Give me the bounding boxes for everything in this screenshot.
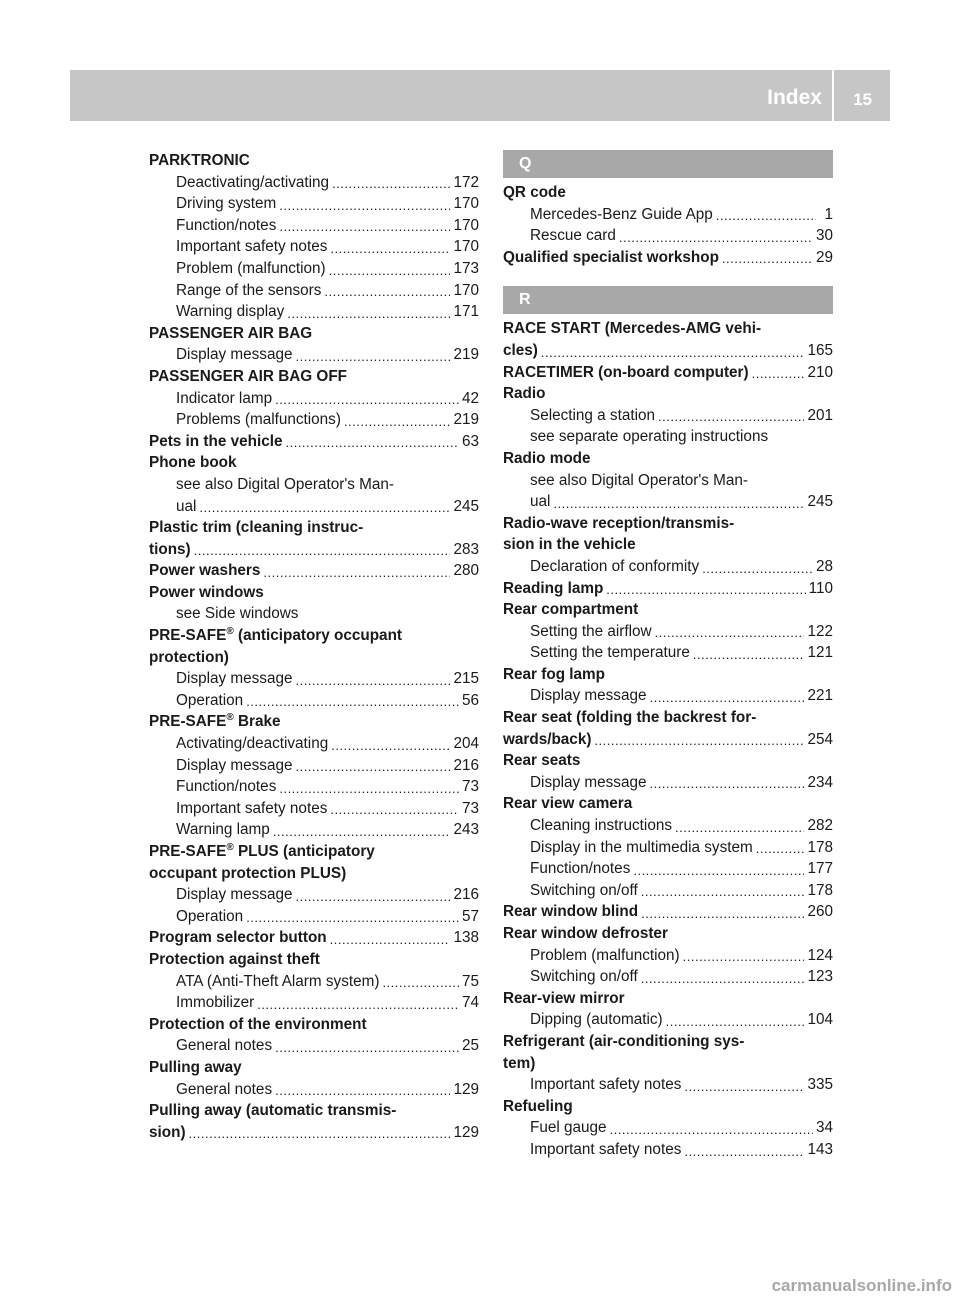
dot-leader <box>199 498 450 517</box>
index-reference: see separate operating instructions <box>530 428 769 446</box>
page-reference: 170 <box>453 238 479 256</box>
entry-label: RACETIMER (on-board computer) <box>503 363 749 381</box>
index-heading: Rear window defroster <box>503 925 668 942</box>
watermark: carmanualsonline.info <box>771 1276 952 1295</box>
entry-label: Display in the multimedia system <box>530 838 753 856</box>
index-entry <box>503 225 833 247</box>
index-entry <box>149 193 479 215</box>
dot-leader <box>257 995 459 1014</box>
dot-leader <box>619 228 813 247</box>
index-entry <box>503 880 833 902</box>
page-reference: 123 <box>807 968 833 986</box>
dot-leader <box>329 261 451 280</box>
index-entry-main <box>149 927 479 949</box>
index-entry <box>149 388 479 410</box>
dot-leader <box>722 249 813 268</box>
page-reference: 34 <box>815 1119 833 1137</box>
dot-leader <box>693 645 805 664</box>
page-reference: 216 <box>453 886 479 904</box>
index-heading: Refrigerant (air-conditioning sys- <box>503 1032 745 1050</box>
header-divider <box>832 70 834 121</box>
page-reference: 173 <box>453 259 479 277</box>
dot-leader <box>275 1038 459 1057</box>
index-entry-main <box>149 560 479 582</box>
entry-label: Program selector button <box>149 929 327 947</box>
page-reference: 219 <box>453 346 479 364</box>
dot-leader <box>716 206 816 225</box>
entry-label: Operation <box>176 691 244 709</box>
page-number: 15 <box>853 90 872 109</box>
index-entry-main <box>149 1122 479 1144</box>
entry-label: Mercedes-Benz Guide App <box>530 205 713 223</box>
index-column-right <box>503 150 833 1161</box>
page-reference: 219 <box>453 411 479 429</box>
registered-mark: ® <box>226 712 234 724</box>
index-entry <box>503 1009 833 1031</box>
index-heading <box>149 711 479 733</box>
entry-label: Problem (malfunction) <box>176 259 326 277</box>
entry-label: Display message <box>530 687 647 705</box>
index-reference: see also Digital Operator's Man- <box>176 475 395 493</box>
dot-leader <box>279 217 450 236</box>
dot-leader <box>553 494 804 513</box>
dot-leader <box>649 774 804 793</box>
entry-label: Display message <box>176 346 293 364</box>
dot-leader <box>330 800 459 819</box>
page-reference: 143 <box>807 1140 833 1158</box>
entry-label: Operation <box>176 907 244 925</box>
index-heading: Protection against theft <box>149 950 320 968</box>
dot-leader <box>683 947 805 966</box>
index-entry <box>149 971 479 993</box>
index-entry <box>149 409 479 431</box>
letter-heading: Q <box>503 150 833 178</box>
page-reference: 210 <box>807 363 833 381</box>
dot-leader <box>675 818 804 837</box>
index-entry <box>503 642 833 664</box>
dot-leader <box>263 563 450 582</box>
entry-label: Cleaning instructions <box>530 817 672 835</box>
page-reference: 1 <box>824 205 833 223</box>
entry-label: cles) <box>503 341 538 359</box>
page-reference: 56 <box>461 691 479 709</box>
index-heading: Rear fog lamp <box>503 665 605 683</box>
index-heading: Protection of the environment <box>149 1015 367 1033</box>
page-reference: 245 <box>453 497 479 515</box>
entry-label: Activating/deactivating <box>176 735 329 753</box>
index-entry <box>149 172 479 194</box>
index-entry <box>503 491 833 513</box>
heading-text-rest: (anticipatory occupant <box>233 627 403 645</box>
dot-leader <box>606 580 805 599</box>
entry-label: Display message <box>176 756 293 774</box>
page-reference: 29 <box>815 248 833 266</box>
index-reference: see Side windows <box>176 605 299 623</box>
page-reference: 177 <box>807 860 833 878</box>
entry-label: General notes <box>176 1080 273 1098</box>
index-entry <box>503 556 833 578</box>
dot-leader <box>641 904 804 923</box>
page-reference: 178 <box>807 838 833 856</box>
entry-label: Switching on/off <box>530 881 638 899</box>
index-entry <box>503 621 833 643</box>
dot-leader <box>273 822 451 841</box>
index-entry <box>503 1074 833 1096</box>
dot-leader <box>633 861 804 880</box>
page-reference: 260 <box>807 903 833 921</box>
dot-leader <box>275 390 459 409</box>
index-entry-main <box>503 578 833 600</box>
entry-label: Fuel gauge <box>530 1119 607 1137</box>
page-reference: 122 <box>807 622 833 640</box>
index-entry <box>503 405 833 427</box>
entry-label: Range of the sensors <box>176 281 322 299</box>
dot-leader <box>655 623 805 642</box>
index-entry <box>149 819 479 841</box>
entry-label: Warning lamp <box>176 821 270 839</box>
entry-label: ual <box>530 493 551 511</box>
dot-leader <box>344 412 451 431</box>
entry-label: Problem (malfunction) <box>530 946 680 964</box>
index-entry-main <box>503 729 833 751</box>
heading-text: PRE-SAFE <box>149 843 227 860</box>
entry-label: wards/back) <box>503 730 592 748</box>
entry-label: Switching on/off <box>530 968 638 986</box>
page-reference: 201 <box>807 406 833 424</box>
heading-text: PRE-SAFE <box>149 627 227 645</box>
page-reference: 73 <box>461 778 479 796</box>
index-heading: Radio-wave reception/transmis- <box>503 514 735 532</box>
index-heading: protection) <box>149 648 229 666</box>
dot-leader <box>331 736 450 755</box>
index-heading: QR code <box>503 184 566 201</box>
index-entry <box>503 685 833 707</box>
page-reference: 280 <box>453 562 479 580</box>
index-heading: PASSENGER AIR BAG <box>149 324 313 342</box>
index-entry <box>149 280 479 302</box>
page-header-band <box>70 70 890 121</box>
index-entry <box>149 215 479 237</box>
dot-leader <box>684 1077 804 1096</box>
index-entry <box>149 1035 479 1057</box>
index-heading: PARKTRONIC <box>149 152 250 169</box>
dot-leader <box>324 282 450 301</box>
entry-label: Warning display <box>176 303 285 321</box>
dot-leader <box>330 930 451 949</box>
page-reference: 42 <box>461 389 479 407</box>
dot-leader <box>641 882 805 901</box>
index-heading: Radio <box>503 385 546 403</box>
index-entry <box>503 966 833 988</box>
index-heading: Refueling <box>503 1097 573 1115</box>
page-reference: 221 <box>807 687 833 705</box>
index-entry <box>149 1079 479 1101</box>
page-reference: 73 <box>461 799 479 817</box>
index-entry-main <box>149 539 479 561</box>
index-heading: Power windows <box>149 583 264 601</box>
page-reference: 30 <box>815 227 833 245</box>
entry-label: Indicator lamp <box>176 389 273 407</box>
page-reference: 335 <box>807 1076 833 1094</box>
dot-leader <box>666 1012 805 1031</box>
index-entry <box>149 906 479 928</box>
entry-label: Important safety notes <box>176 799 328 817</box>
index-entry <box>149 496 479 518</box>
index-heading: Rear-view mirror <box>503 989 625 1007</box>
index-entry <box>149 236 479 258</box>
dot-leader <box>332 174 450 193</box>
page-reference: 234 <box>807 773 833 791</box>
entry-label: Immobilizer <box>176 994 255 1012</box>
index-entry-main <box>503 362 833 384</box>
index-heading: Rear seat (folding the backrest for- <box>503 709 757 727</box>
index-heading: Plastic trim (cleaning instruc- <box>149 519 364 537</box>
index-heading: Rear view camera <box>503 795 633 813</box>
page-reference: 245 <box>807 493 833 511</box>
dot-leader <box>382 973 459 992</box>
page-reference: 124 <box>807 946 833 964</box>
page-reference: 254 <box>807 730 833 748</box>
page-reference: 75 <box>461 972 479 990</box>
page-reference: 121 <box>807 644 833 662</box>
entry-label: Function/notes <box>176 778 277 796</box>
page-reference: 171 <box>453 303 479 321</box>
entry-label: ual <box>176 497 197 515</box>
index-reference: see also Digital Operator's Man- <box>530 471 749 489</box>
dot-leader <box>275 1081 450 1100</box>
dot-leader <box>246 908 459 927</box>
index-column-left <box>149 150 479 1143</box>
entry-label: Deactivating/activating <box>176 173 330 191</box>
entry-label: Function/notes <box>530 860 631 878</box>
index-entry <box>149 798 479 820</box>
page-reference: 170 <box>453 281 479 299</box>
index-entry <box>503 204 833 226</box>
page-reference: 283 <box>453 540 479 558</box>
dot-leader <box>279 196 450 215</box>
entry-label: Declaration of conformity <box>530 557 700 575</box>
letter-heading: R <box>503 286 833 314</box>
dot-leader <box>649 688 804 707</box>
entry-label: sion) <box>149 1123 186 1141</box>
dot-leader <box>194 541 451 560</box>
page-reference: 110 <box>808 579 833 597</box>
entry-label: Pets in the vehicle <box>149 432 283 450</box>
entry-label: Rear window blind <box>503 903 639 921</box>
page-reference: 129 <box>453 1080 479 1098</box>
page-reference: 74 <box>461 994 479 1012</box>
dot-leader <box>287 304 450 323</box>
index-entry <box>149 755 479 777</box>
index-heading: PASSENGER AIR BAG OFF <box>149 367 348 385</box>
page-reference: 170 <box>453 195 479 213</box>
dot-leader <box>610 1120 813 1139</box>
entry-label: Function/notes <box>176 216 277 234</box>
page-reference: 170 <box>453 216 479 234</box>
index-heading <box>149 625 479 647</box>
entry-label: Setting the temperature <box>530 644 690 662</box>
index-entry <box>503 772 833 794</box>
index-heading: Pulling away <box>149 1058 242 1076</box>
heading-text: PRE-SAFE <box>149 713 227 731</box>
heading-text-rest: Brake <box>233 713 281 731</box>
dot-leader <box>684 1142 804 1161</box>
dot-leader <box>330 239 450 258</box>
index-heading: tem) <box>503 1054 536 1072</box>
index-entry <box>503 1139 833 1161</box>
dot-leader <box>295 887 450 906</box>
registered-mark: ® <box>226 625 234 637</box>
index-entry <box>149 884 479 906</box>
page-reference: 129 <box>453 1123 479 1141</box>
entry-label: Driving system <box>176 195 277 213</box>
index-entry <box>149 690 479 712</box>
index-entry <box>503 858 833 880</box>
entry-label: Selecting a station <box>530 406 656 424</box>
dot-leader <box>295 757 450 776</box>
dot-leader <box>295 671 450 690</box>
index-entry-main <box>149 431 479 453</box>
dot-leader <box>702 559 813 578</box>
entry-label: Rescue card <box>530 227 616 245</box>
entry-label: Power washers <box>149 562 261 580</box>
index-heading: Pulling away (automatic transmis- <box>149 1102 397 1120</box>
index-entry-main <box>503 247 833 269</box>
index-heading: occupant protection PLUS) <box>149 864 347 882</box>
entry-label: tions) <box>149 540 191 558</box>
entry-label: Important safety notes <box>530 1076 682 1094</box>
entry-label: Display message <box>176 670 293 688</box>
page-reference: 172 <box>453 173 479 191</box>
entry-label: Important safety notes <box>530 1140 682 1158</box>
index-entry <box>149 258 479 280</box>
page-reference: 282 <box>807 817 833 835</box>
page-reference: 204 <box>453 735 479 753</box>
index-heading: Rear compartment <box>503 601 639 619</box>
heading-text-rest: PLUS (anticipatory <box>233 843 375 860</box>
entry-label: ATA (Anti-Theft Alarm system) <box>176 972 380 990</box>
page-reference: 104 <box>807 1011 833 1029</box>
dot-leader <box>541 343 805 362</box>
dot-leader <box>658 407 804 426</box>
index-heading: RACE START (Mercedes-AMG vehi- <box>503 320 762 338</box>
dot-leader <box>189 1124 451 1143</box>
page-reference: 28 <box>815 557 833 575</box>
index-entry-main <box>503 901 833 923</box>
dot-leader <box>246 692 459 711</box>
entry-label: Important safety notes <box>176 238 328 256</box>
index-entry <box>149 301 479 323</box>
index-entry <box>149 776 479 798</box>
registered-mark: ® <box>226 841 234 853</box>
index-entry <box>149 344 479 366</box>
index-entry <box>149 733 479 755</box>
dot-leader <box>641 969 805 988</box>
index-entry-main <box>503 340 833 362</box>
dot-leader <box>279 779 459 798</box>
page-reference: 138 <box>453 929 479 947</box>
entry-label: Setting the airflow <box>530 622 652 640</box>
dot-leader <box>285 433 459 452</box>
index-entry <box>503 1117 833 1139</box>
dot-leader <box>295 347 450 366</box>
index-entry <box>149 992 479 1014</box>
page-section-title: Index <box>767 86 822 109</box>
dot-leader <box>756 839 805 858</box>
page-reference: 216 <box>453 756 479 774</box>
page-reference: 165 <box>807 341 833 359</box>
index-entry <box>503 837 833 859</box>
index-heading: Rear seats <box>503 752 581 770</box>
page-reference: 25 <box>461 1037 479 1055</box>
entry-label: Problems (malfunctions) <box>176 411 341 429</box>
entry-label: Qualified specialist workshop <box>503 248 719 266</box>
entry-label: Reading lamp <box>503 579 604 597</box>
page-reference: 178 <box>807 881 833 899</box>
index-heading <box>149 841 479 863</box>
dot-leader <box>594 731 804 750</box>
page-reference: 215 <box>453 670 479 688</box>
entry-label: Dipping (automatic) <box>530 1011 663 1029</box>
index-entry <box>149 668 479 690</box>
index-entry <box>503 815 833 837</box>
entry-label: General notes <box>176 1037 273 1055</box>
entry-label: Display message <box>176 886 293 904</box>
index-heading: sion in the vehicle <box>503 536 636 554</box>
entry-label: Display message <box>530 773 647 791</box>
index-heading: Phone book <box>149 454 237 472</box>
dot-leader <box>752 364 805 383</box>
page-reference: 243 <box>453 821 479 839</box>
index-heading: Radio mode <box>503 449 591 467</box>
index-entry <box>503 945 833 967</box>
page-reference: 57 <box>461 907 479 925</box>
page-reference: 63 <box>461 432 479 450</box>
